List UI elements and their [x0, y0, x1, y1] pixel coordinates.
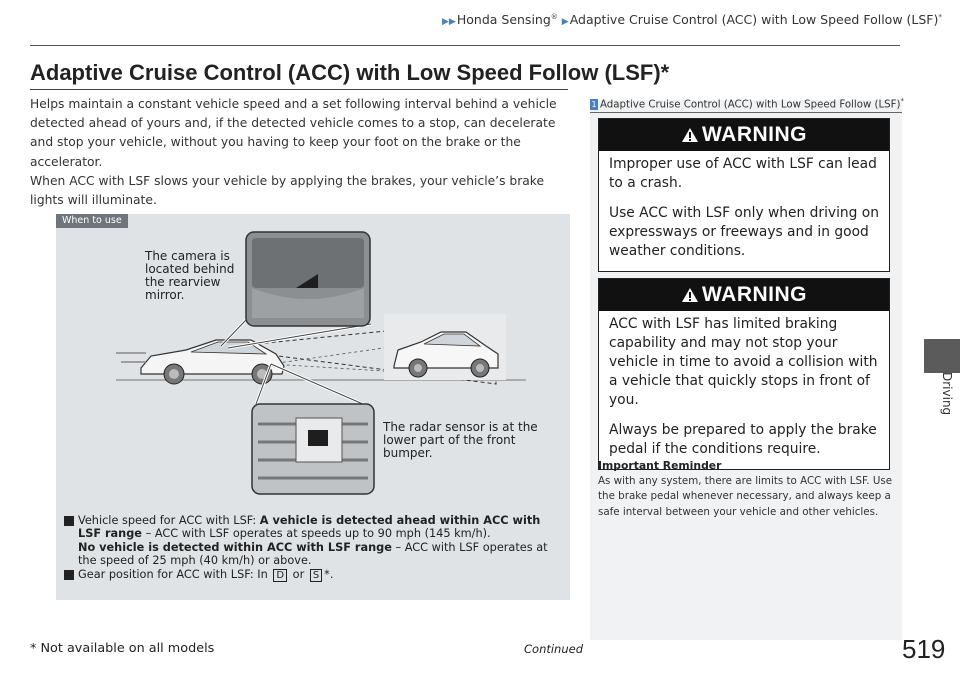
breadcrumb-section: Honda Sensing: [456, 12, 551, 27]
important-reminder: [598, 458, 896, 520]
gear-note: Gear position for ACC with LSF: In D or S *.: [64, 568, 564, 582]
warning-box-2: [598, 278, 890, 470]
speed-note: Vehicle speed for ACC with LSF: A vehicle is detected ahead within ACC with LSF range – ACC with LSF operates at speeds up to 90 mph (145 km/h). No vehicle is detected within ACC with LSF range – ACC with LSF operates at the speed of 25 mph (40 km/h) or above.: [64, 514, 564, 568]
side-heading: 1 Adaptive Cruise Control (ACC) with Low Speed Follow (LSF)*: [591, 97, 904, 111]
footnote: * Not available on all models: [30, 641, 215, 656]
reference-marker-icon: 1: [591, 100, 597, 110]
section-label: Driving: [940, 372, 954, 416]
figure-notes: [64, 514, 564, 582]
car-ahead-icon: [384, 314, 506, 380]
breadcrumb-asterisk: *: [938, 12, 942, 21]
own-car-icon: [116, 340, 284, 384]
intro-paragraph-2: When ACC with LSF slows your vehicle by applying the brakes, your vehicle’s brake lights will illuminate.: [30, 173, 545, 208]
camera-caption: The camera is located behind the rearview mirror.: [145, 249, 235, 302]
warning-1-text-1: Improper use of ACC with LSF can lead to a crash.: [609, 156, 877, 191]
breadcrumb: [442, 12, 942, 27]
title-rule: [30, 89, 568, 90]
intro-text: [30, 95, 570, 210]
warning-triangle-icon: [681, 287, 699, 303]
warning-triangle-icon: [681, 127, 699, 143]
warning-box-1: [598, 118, 890, 272]
warning-banner: WARNING: [599, 279, 889, 311]
warning-2-text-1: ACC with LSF has limited braking capability and may not stop your vehicle in time to avoid a collision with a vehicle that quickly stops in front of you.: [609, 316, 878, 408]
figure-tag: When to use: [56, 214, 128, 228]
radar-caption: The radar sensor is at the lower part of the front bumper.: [383, 420, 538, 460]
continued-label: Continued: [524, 642, 584, 656]
breadcrumb-arrow-icon: ▶▶: [442, 17, 456, 27]
bullet-square-icon: [64, 570, 74, 580]
gear-s-key: S: [310, 569, 322, 582]
section-tab: [924, 339, 960, 373]
breadcrumb-topic: Adaptive Cruise Control (ACC) with Low Speed Follow (LSF): [569, 12, 939, 27]
camera-closeup: [246, 232, 370, 326]
bullet-square-icon: [64, 516, 74, 526]
page-number: 519: [902, 634, 946, 664]
warning-banner: WARNING: [599, 119, 889, 151]
registered-mark: ®: [550, 12, 558, 21]
breadcrumb-arrow-icon: ▶: [561, 17, 569, 27]
gear-d-key: D: [273, 569, 287, 582]
warning-2-text-2: Always be prepared to apply the brake pedal if the conditions require.: [609, 422, 877, 457]
warning-1-text-2: Use ACC with LSF only when driving on expressways or freeways and in good weather conditions.: [609, 205, 879, 259]
reminder-text: As with any system, there are limits to ACC with LSF. Use the brake pedal whenever necessary, and always keep a safe interval between your vehicle and other vehicles.: [598, 474, 893, 518]
header-rule: [30, 45, 900, 46]
intro-paragraph-1: Helps maintain a constant vehicle speed and a set following interval behind a vehicle detected ahead of yours and, if the detected vehicle comes to a stop, can decelerate and stop your vehicle, without you having to keep your foot on the brake or the accelerator.: [30, 97, 557, 169]
reminder-title: Important Reminder: [598, 459, 722, 472]
side-rule: [590, 112, 902, 113]
radar-closeup: [252, 404, 374, 494]
page-title: Adaptive Cruise Control (ACC) with Low Speed Follow (LSF)*: [30, 60, 670, 85]
